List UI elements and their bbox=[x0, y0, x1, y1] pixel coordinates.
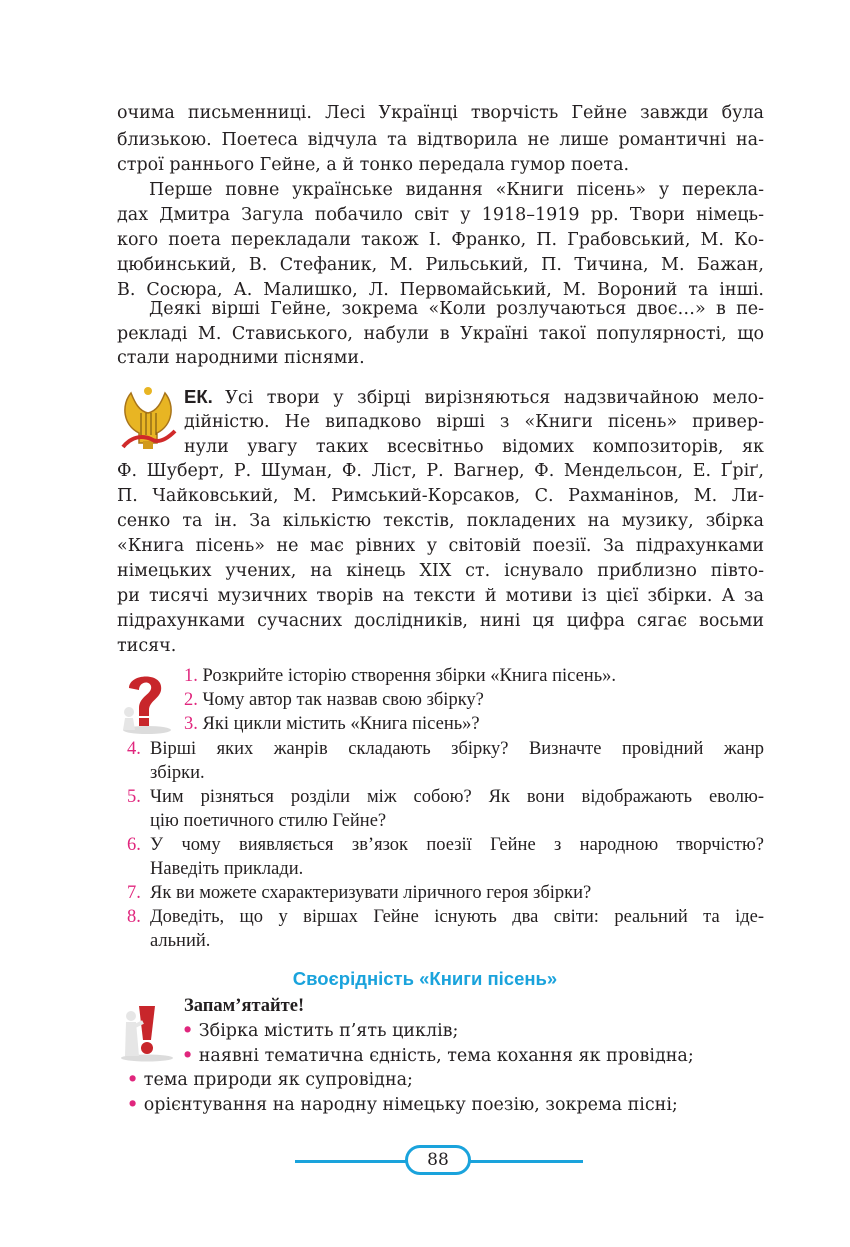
remember-item: • орієнтування на народну німецьку поезію, зокрема пісні; bbox=[127, 1095, 678, 1115]
question-text: цію поетичного стилю Гейне? bbox=[150, 811, 387, 831]
question-number: 8. bbox=[127, 907, 141, 927]
text-line: підрахунками сучасних дослідників, нині ця цифра сягає восьми bbox=[117, 611, 764, 631]
question-number: 2. bbox=[184, 690, 198, 710]
question-text: Розкрийте історію створення збірки «Книга пісень». bbox=[202, 666, 617, 686]
question-number: 1. bbox=[184, 666, 198, 686]
text-line: Усі твори у збірці вирізняються надзвичайною мело- bbox=[225, 388, 765, 408]
question-text: Чому автор так назвав свою збірку? bbox=[202, 690, 484, 710]
lyre-icon bbox=[117, 385, 179, 455]
text-line: строї раннього Гейне, а й тонко передала гумор поета. bbox=[117, 155, 630, 175]
remember-item: • тема природи як супровідна; bbox=[127, 1070, 413, 1090]
question-number: 7. bbox=[127, 883, 141, 903]
remember-item: • наявні тематична єдність, тема кохання як провідна; bbox=[182, 1046, 694, 1066]
question-item bbox=[184, 688, 484, 712]
question-text: Які цикли містить «Книга пісень»? bbox=[202, 714, 480, 734]
question-mark-icon bbox=[117, 668, 173, 734]
exclamation-mark-icon bbox=[117, 1000, 175, 1062]
question-number: 5. bbox=[127, 787, 141, 807]
text-line: кого поета перекладали також І. Франко, П. Грабовський, М. Ко- bbox=[117, 230, 764, 250]
question-text: У чому виявляється зв’язок поезії Гейне з народною творчістю? bbox=[150, 835, 764, 855]
remember-item: • Збірка містить п’ять циклів; bbox=[182, 1021, 459, 1041]
text-line: В. Сосюра, А. Малишко, Л. Первомайський, М. Вороний та інші. bbox=[117, 280, 764, 300]
text-line: цюбинський, В. Стефаник, М. Рильський, П. Тичина, М. Бажан, bbox=[117, 255, 764, 275]
text-line: тисяч. bbox=[117, 636, 177, 656]
section-heading: Своєрідність «Книги пісень» bbox=[292, 968, 558, 989]
question-item bbox=[184, 664, 616, 688]
question-number: 4. bbox=[127, 739, 141, 759]
question-text: Чим різняться розділи між собою? Як вони відображають еволю- bbox=[150, 787, 764, 807]
question-item bbox=[184, 712, 480, 736]
text-line: П. Чайковський, М. Римський-Корсаков, С. Рахманінов, М. Ли- bbox=[117, 486, 764, 506]
question-text: збірки. bbox=[150, 763, 205, 783]
text-line: «Книга пісень» не має рівних у світовій поезії. За підрахунками bbox=[117, 536, 764, 556]
text-line: Перше повне українське видання «Книги пісень» у переклa- bbox=[149, 180, 764, 200]
question-text: Як ви можете схарактеризувати ліричного героя збірки? bbox=[150, 883, 592, 903]
text-line: близькою. Поетеса відчула та відтворила не лише романтичні на- bbox=[117, 130, 764, 150]
text-line: очима письменниці. Лесі Українці творчість Гейне завжди була bbox=[117, 103, 764, 123]
text-line: сенко та ін. За кількістю текстів, покладених на музику, збірка bbox=[117, 511, 764, 531]
question-text: Доведіть, що у віршах Гейне існують два світи: реальний та іде- bbox=[150, 907, 764, 927]
text-line: ри тисячі музичних творів на тексти й мотиви із цієї збірки. А за bbox=[117, 586, 764, 606]
text-line: рекладі М. Стависького, набули в Україні такої популярності, що bbox=[117, 324, 764, 344]
text-line: дійністю. Не випадково вірші з «Книги пісень» привер- bbox=[184, 412, 764, 432]
text-line: дах Дмитра Загула побачило світ у 1918–1919 рр. Твори німець- bbox=[117, 205, 764, 225]
question-text: Наведіть приклади. bbox=[150, 859, 304, 879]
question-number: 6. bbox=[127, 835, 141, 855]
remember-title: Запам’ятайте! bbox=[184, 996, 305, 1016]
question-number: 3. bbox=[184, 714, 198, 734]
page-number: 88 bbox=[405, 1145, 471, 1175]
text-line: Деякі вірші Гейне, зокрема «Коли розлучаються двоє…» в пе- bbox=[149, 299, 764, 319]
question-text: Вірші яких жанрів складають збірку? Визначте провідний жанр bbox=[150, 739, 764, 759]
text-line: німецьких учених, на кінець ХІХ ст. існувало приблизно півто- bbox=[117, 561, 764, 581]
question-text: альний. bbox=[150, 931, 211, 951]
ek-first-line bbox=[184, 385, 764, 410]
text-line: стали народними піснями. bbox=[117, 348, 365, 368]
text-line: Ф. Шуберт, Р. Шуман, Ф. Ліст, Р. Вагнер, Ф. Мендельсон, Е. Ґріґ, bbox=[117, 461, 764, 481]
ek-label: ЕК. bbox=[184, 386, 213, 407]
text-line: нули увагу таких всесвітньо відомих композиторів, як bbox=[184, 437, 764, 457]
